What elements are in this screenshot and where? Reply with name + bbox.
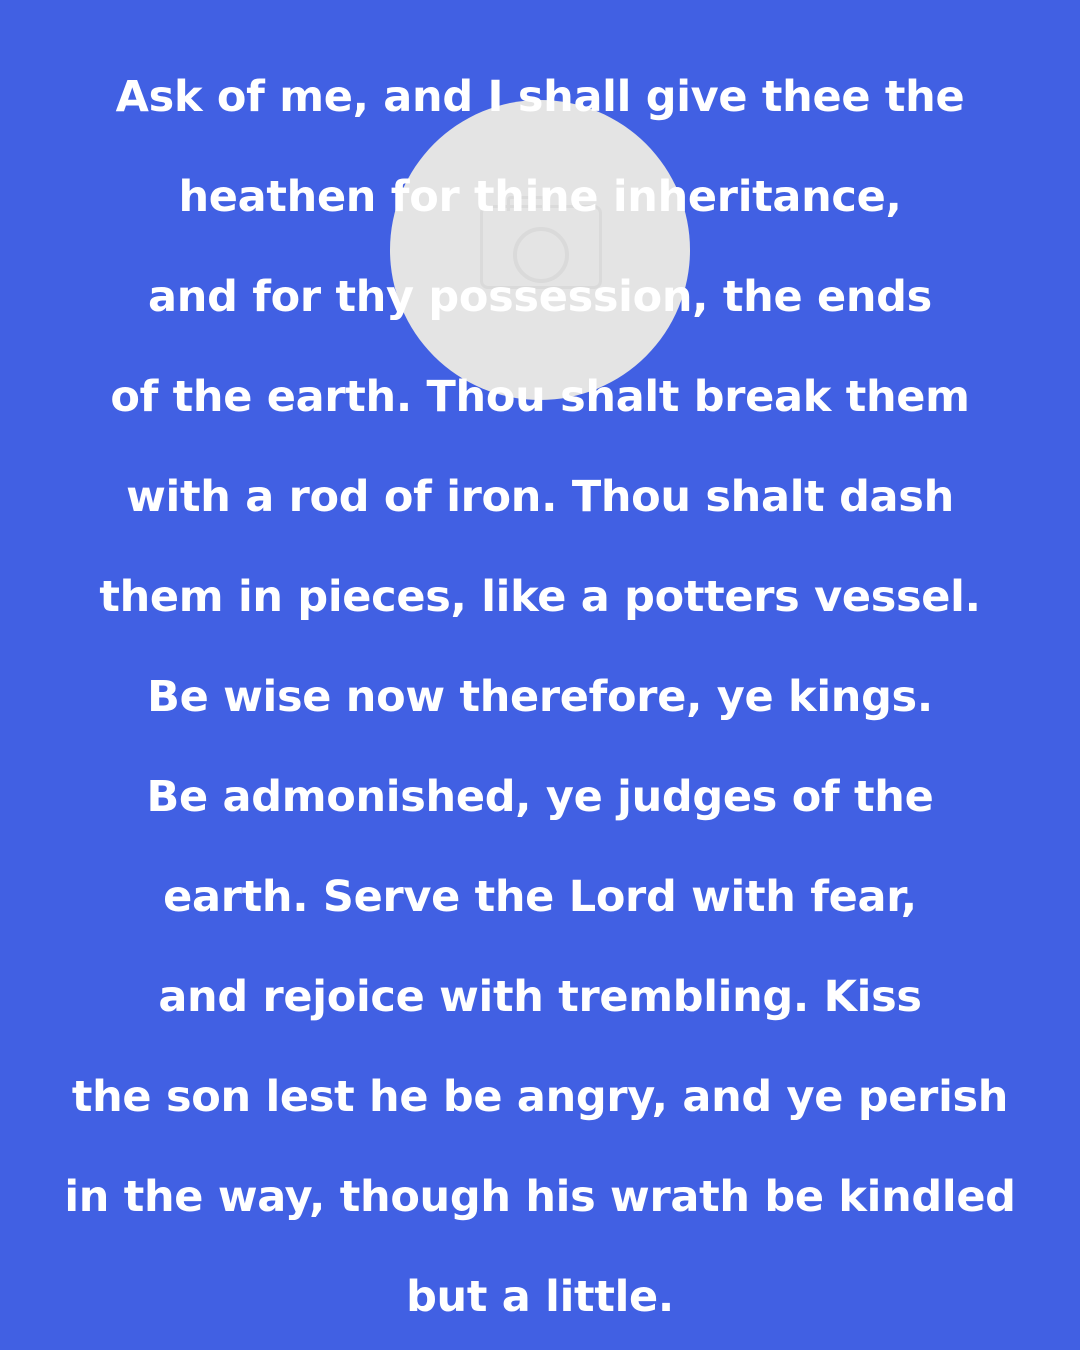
quote-line: with a rod of iron. Thou shalt dash bbox=[126, 472, 954, 522]
quote-line: heathen for thine inheritance, bbox=[178, 172, 902, 222]
quote-line: Ask of me, and I shall give thee the bbox=[115, 72, 965, 122]
quote-line: Be admonished, ye judges of the bbox=[146, 772, 934, 822]
quote-line: but a little. bbox=[406, 1272, 674, 1322]
quote-text bbox=[0, 47, 1080, 1347]
quote-line: and rejoice with trembling. Kiss bbox=[158, 972, 922, 1022]
quote-line: the son lest he be angry, and ye perish bbox=[71, 1072, 1009, 1122]
quote-line: and for thy possession, the ends bbox=[148, 272, 932, 322]
quote-line: of the earth. Thou shalt break them bbox=[110, 372, 970, 422]
quote-line: Be wise now therefore, ye kings. bbox=[147, 672, 933, 722]
quote-line: earth. Serve the Lord with fear, bbox=[163, 872, 917, 922]
quote-line: in the way, though his wrath be kindled bbox=[64, 1172, 1016, 1222]
quote-line: them in pieces, like a potters vessel. bbox=[99, 572, 981, 622]
